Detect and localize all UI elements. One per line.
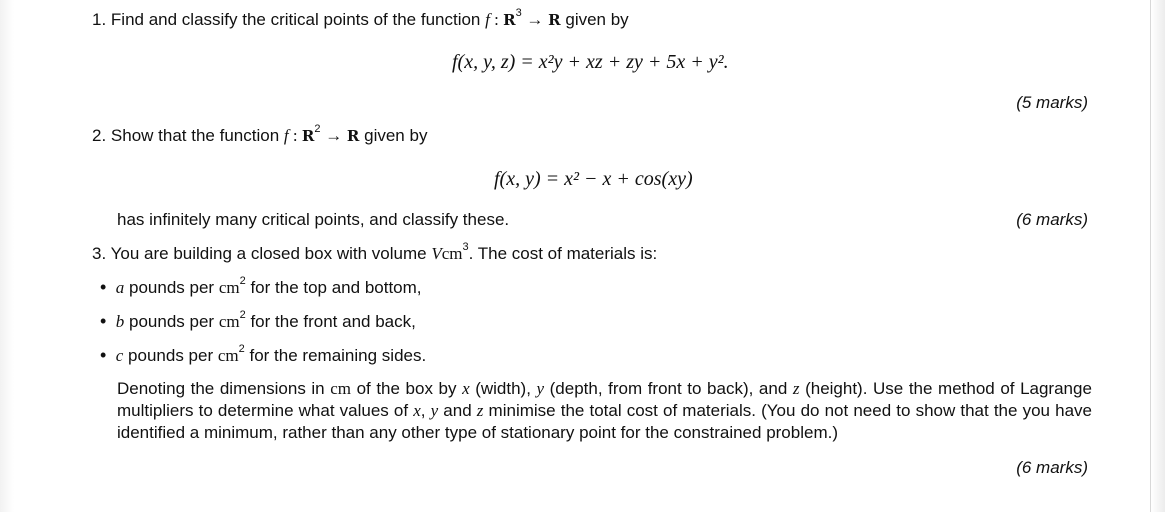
- question-3-marks: (6 marks): [1016, 458, 1088, 477]
- domain-power: 3: [515, 7, 522, 20]
- page-left-edge: [0, 0, 14, 512]
- cost-variable: c: [115, 346, 124, 365]
- bullet-item: • a pounds per $cm^2$ for the top and bottom,: [100, 275, 422, 297]
- volume-power: 3: [462, 241, 469, 254]
- question-lead: Find and classify the critical points of the function: [110, 10, 481, 29]
- bullet-item: • c pounds per $cm^2$ for the remaining sides.: [100, 343, 427, 365]
- function-symbol: f: [283, 126, 289, 145]
- cost-variable: b: [115, 312, 125, 331]
- function-symbol: f: [485, 10, 490, 29]
- question-number: 2.: [92, 126, 107, 145]
- question-3-paragraph: Denoting the dimensions in cm of the box by x (width), y (depth, from front to back), and z (height). Use the method of Lagrange multipliers to determine what values of x, y and z minimise the total cost of materials. (You do not need to show that the you have identified a minimum, rather than any other type of stationary point for the constrained problem.): [117, 379, 1092, 442]
- question-1-text: 1. Find and classify the critical points of the function f : $R^3 \to R$ given by: [92, 7, 629, 29]
- arrow-symbol: →: [526, 10, 544, 29]
- question-1-marks: (5 marks): [1016, 93, 1088, 112]
- question-number: 3.: [92, 244, 107, 263]
- question-2-followup: has infinitely many critical points, and classify these.: [117, 210, 510, 229]
- intro-text-end: . The cost of materials is:: [468, 244, 658, 263]
- cost-variable: a: [115, 278, 125, 297]
- domain-power: 2: [314, 123, 321, 136]
- codomain-set: R: [548, 11, 561, 29]
- volume-variable: V: [431, 244, 442, 263]
- bullet-item: • b pounds per $cm^2$ for the front and back,: [100, 309, 416, 331]
- question-1-equation: f(x, y, z) = x²y + xz + zy + 5x + y².: [452, 51, 729, 73]
- domain-set: R: [301, 127, 315, 145]
- question-tail: given by: [565, 10, 629, 29]
- question-3-intro: [92, 241, 658, 264]
- question-number: 1.: [92, 10, 107, 29]
- question-2-marks: (6 marks): [1016, 210, 1088, 229]
- codomain-set: R: [346, 127, 360, 145]
- question-tail: given by: [364, 126, 428, 145]
- question-2-text: 2. Show that the function f : $R^2 \to R$ given by: [92, 123, 428, 145]
- domain-set: R: [503, 11, 516, 29]
- volume-unit: cm: [441, 244, 463, 263]
- arrow-symbol: →: [325, 126, 343, 145]
- intro-text: You are building a closed box with volume: [110, 244, 427, 263]
- page-right-edge: [1150, 0, 1165, 512]
- question-lead: Show that the function: [110, 126, 280, 145]
- question-2-equation: f(x, y) = x² − x + cos(xy): [494, 168, 693, 190]
